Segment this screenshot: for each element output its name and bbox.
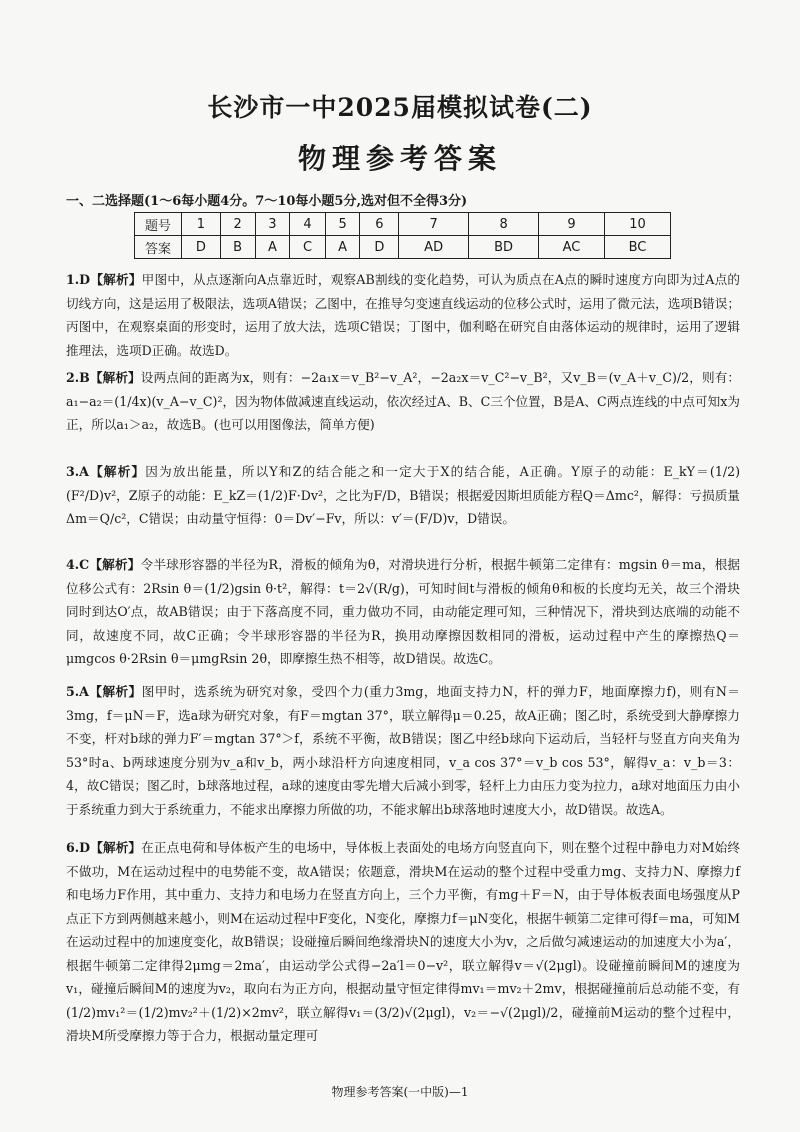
answer-cell: AC xyxy=(539,236,605,259)
analysis-tag: 【解析】 xyxy=(88,464,146,479)
question-number: 10 xyxy=(604,213,670,236)
answer-cell: B xyxy=(220,236,255,259)
solution-q3 xyxy=(66,460,740,531)
solution-text: 在正点电荷和导体板产生的电场中，导体板上表面处的电场方向竖直向下，则在整个过程中静电力对M始终不做功，M在运动过程中的电势能不变，故A错误；依题意，滑块M在运动的整个过程中受重力mg、支持力N、摩擦力f和电场力F作用，其中重力、支持力和电场力在竖直方向上，三个力平衡，有mg＋F＝N，由于导体板表面电场强度从P点正下方到两侧越来越小，则M在运动过程中F变化，N变化，摩擦力f＝μN变化，根据牛顿第二定律可得f＝ma，可知M在运动过程中的加速度变化，故B错误；设碰撞后瞬间绝缘滑块N的速度大小为v，之后做匀减速运动的加速度大小为a′，根据牛顿第二定律得2μmg＝2ma′，由运动学公式得−2a′l＝0−v²，联立解得v＝√(2μgl)。设碰撞前瞬间M的速度为v₁，碰撞后瞬间M的速度为v₂，取向右为正方向，根据动量守恒定律得mv₁＝mv₂＋2mv，根据碰撞前后总动能不变，有(1/2)mv₁²＝(1/2)mv₂²＋(1/2)×2mv²，联立解得v₁＝(3/2)√(2μgl)，v₂＝−√(2μgl)/2，碰撞前M运动的整个过程中，滑块M所受摩擦力等于合力，根据动量定理可 xyxy=(66,840,740,1043)
analysis-tag: 【解析】 xyxy=(90,840,142,855)
answer-cell: C xyxy=(290,236,325,259)
analysis-tag: 【解析】 xyxy=(90,272,142,287)
section-heading: 一、二选择题(1～6每小题4分。7～10每小题5分,选对但不全得3分) xyxy=(66,194,468,209)
solution-q4 xyxy=(66,553,740,671)
answer-cell: A xyxy=(255,236,290,259)
question-lead: 1.D xyxy=(66,272,91,287)
analysis-tag: 【解析】 xyxy=(89,557,141,572)
question-number: 5 xyxy=(325,213,360,236)
question-number-row xyxy=(135,213,671,236)
question-number: 7 xyxy=(399,213,469,236)
question-lead: 3.A xyxy=(66,464,89,479)
exam-title: 长沙市一中2025届模拟试卷(二) xyxy=(207,93,593,122)
solution-q1 xyxy=(66,268,740,362)
question-number: 2 xyxy=(220,213,255,236)
row-label-answer: 答案 xyxy=(135,236,182,259)
question-lead: 2.B xyxy=(66,370,90,385)
answer-cell: D xyxy=(360,236,399,259)
question-number: 1 xyxy=(182,213,221,236)
question-number: 9 xyxy=(539,213,605,236)
page-footer: 物理参考答案(一中版)—1 xyxy=(331,1085,469,1099)
analysis-tag: 【解析】 xyxy=(89,370,141,385)
answer-cell: AD xyxy=(399,236,469,259)
solution-q5 xyxy=(66,680,740,821)
solution-text: 因为放出能量，所以Y和Z的结合能之和一定大于X的结合能，A正确。Y原子的动能：E_kY＝(1/2)(F²/D)v²，Z原子的动能：E_kZ＝(1/2)F·Dv²，之比为F/D，B错误；根据爱因斯坦质能方程Q＝Δmc²，解得：亏损质量Δm＝Q/c²，C错误；由动量守恒得：0＝Dv′−Fv，所以：v′＝(F/D)v，D错误。 xyxy=(66,464,741,526)
solution-text: 令半球形容器的半径为R，滑板的倾角为θ，对滑块进行分析，根据牛顿第二定律有：mgsin θ＝ma，根据位移公式有：2Rsin θ＝(1/2)gsin θ·t²，解得：t＝2√(R/g)，可知时间t与滑板的倾角θ和板的长度均无关，故三个滑块同时到达O′点，故AB错误；由于下落高度不同，重力做功不同，由动能定理可知，三种情况下，滑块到达底端的动能不同，故速度不同，故C正确；令半球形容器的半径为R，换用动摩擦因数相同的滑板，运动过程中产生的摩擦热Q＝μmgcos θ·2Rsin θ＝μmgRsin 2θ，即摩擦生热不相等，故D错误。故选C。 xyxy=(66,557,740,666)
solution-text: 图甲时，选系统为研究对象，受四个力(重力3mg，地面支持力N，杆的弹力F，地面摩擦力f)，则有N＝3mg，f＝μN＝F，选a球为研究对象，有F＝mgtan 37°，联立解得μ＝0.25，故A正确；图乙时，系统受到大静摩擦力不变，杆对b球的弹力F′＝mgtan 37°＞f，系统不平衡，故B错误；图乙中经b球向下运动后，当轻杆与竖直方向夹角为53°时a、b两球速度分别为v_a和v_b，两小球沿杆方向速度相同，v_a cos 37°＝v_b cos 53°，解得v_a：v_b＝3：4，故C错误；图乙时，b球落地过程，a球的速度由零先增大后减小到零，轻杆上力由压力变为拉力，a球对地面压力由小于系统重力到大于系统重力，不能求出摩擦力所做的功，不能求解出b球落地时速度大小，故D错误。故选A。 xyxy=(66,684,741,817)
question-lead: 6.D xyxy=(66,840,91,855)
solution-text: 甲图中，从点逐渐向A点靠近时，观察AB割线的变化趋势，可认为质点在A点的瞬时速度方向即为过A点的切线方向，这是运用了极限法，选项A错误；乙图中，在推导匀变速直线运动的位移公式时，运用了微元法，选项B错误；丙图中，在观察桌面的形变时，运用了放大法，选项C错误；丁图中，伽利略在研究自由落体运动的规律时，运用了逻辑推理法，选项D正确。故选D。 xyxy=(66,272,740,358)
answer-table xyxy=(134,212,671,259)
solution-q6 xyxy=(66,836,740,1048)
question-lead: 5.A xyxy=(66,684,89,699)
answer-cell: BD xyxy=(469,236,539,259)
answer-cell: D xyxy=(182,236,221,259)
answer-row xyxy=(135,236,671,259)
question-number: 4 xyxy=(290,213,325,236)
solution-q2 xyxy=(66,366,740,437)
answer-cell: BC xyxy=(604,236,670,259)
document-title: 物理参考答案 xyxy=(297,142,502,175)
question-lead: 4.C xyxy=(66,557,90,572)
question-number: 6 xyxy=(360,213,399,236)
question-number: 3 xyxy=(255,213,290,236)
analysis-tag: 【解析】 xyxy=(88,684,142,699)
question-number: 8 xyxy=(469,213,539,236)
row-label-number: 题号 xyxy=(135,213,182,236)
answer-cell: A xyxy=(325,236,360,259)
solution-text: 设两点间的距离为x，则有：−2a₁x＝v_B²−v_A²，−2a₂x＝v_C²−v_B²，又v_B＝(v_A＋v_C)/2，则有：a₁−a₂＝(1/4x)(v_A−v_C)²，因为物体做减速直线运动，依次经过A、B、C三个位置，B是A、C两点连线的中点可知x为正，所以a₁＞a₂，故选B。(也可以用图像法，简单方便) xyxy=(66,370,740,432)
